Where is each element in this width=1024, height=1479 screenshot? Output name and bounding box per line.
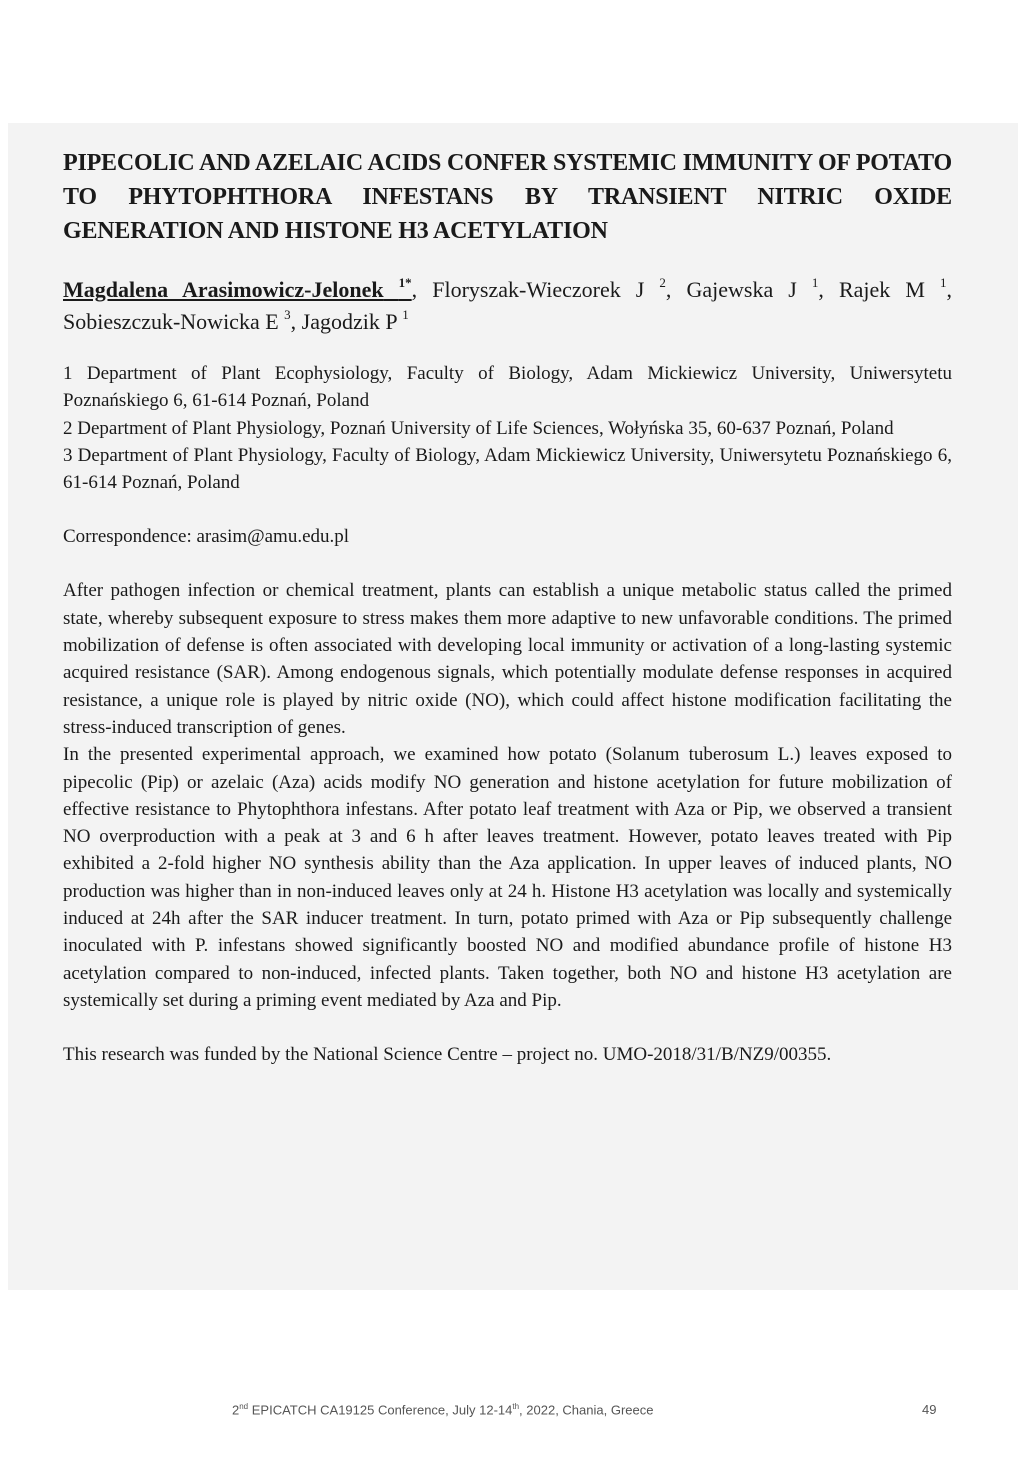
conference-info: 2nd EPICATCH CA19125 Conference, July 12-14th, 2022, Chania, Greece	[232, 1402, 654, 1418]
affiliation-2: 2 Department of Plant Physiology, Poznań University of Life Sciences, Wołyńska 35, 60-637 Poznań, Poland	[63, 417, 894, 439]
author-4-mark: 1	[940, 274, 947, 290]
correspondence: Correspondence: arasim@amu.edu.pl	[63, 526, 350, 548]
author-3: , Gajewska J	[665, 277, 812, 302]
abstract-title: PIPECOLIC AND AZELAIC ACIDS CONFER SYSTEMIC IMMUNITY OF POTATO TO PHYTOPHTHORA INFESTANS BY TRANSIENT NITRIC OXIDE GENERATION AND HISTONE H3 ACETYLATION	[63, 150, 952, 244]
affiliation-1: 1 Department of Plant Ecophysiology, Faculty of Biology, Adam Mickiewicz University, Uniwersytetu Poznańskiego 6, 61-614 Poznań, Poland	[63, 363, 952, 412]
author-4: , Rajek M	[818, 277, 940, 302]
presenting-author: Magdalena Arasimowicz-Jelonek $^{1*}$	[63, 274, 412, 302]
abstract-content	[63, 146, 952, 1069]
presenter-affiliation-mark: 1*	[398, 274, 412, 290]
author-6-mark: 1	[402, 306, 409, 322]
author-6: , Jagodzik P	[290, 309, 403, 334]
author-2: , Floryszak-Wieczorek J	[411, 277, 660, 302]
author-3-mark: 1	[811, 274, 819, 290]
abstract-paragraph-1: After pathogen infection or chemical treatment, plants can establish a unique metabolic status called the primed state, whereby subsequent exposure to stress makes them more adaptive to new unfavorable conditions. The primed mobilization of defense is often associated with developing local immunity or activation of a long-lasting systemic acquired resistance (SAR). Among endogenous signals, which potentially modulate defense responses in acquired resistance, a unique role is played by nitric oxide (NO), which could affect histone modification facilitating the stress-induced transcription of genes.	[63, 580, 952, 738]
abstract-body	[63, 577, 952, 1014]
author-5-mark: 3	[284, 306, 291, 322]
funding-statement: This research was funded by the National Science Centre – project no. UMO-2018/31/B/NZ9/00355.	[63, 1044, 832, 1066]
author-2-mark: 2	[659, 274, 666, 290]
page-number: 49	[922, 1402, 937, 1417]
author-list	[63, 274, 952, 338]
abstract-paragraph-2: In the presented experimental approach, we examined how potato (Solanum tuberosum L.) leaves exposed to pipecolic (Pip) or azelaic (Aza) acids modify NO generation and histone acetylation for future mobilization of effective resistance to Phytophthora infestans. After potato leaf treatment with Aza or Pip, we observed a transient NO overproduction with a peak at 3 and 6 h after leaves treatment. However, potato leaves treated with Pip exhibited a 2-fold higher NO synthesis ability than the Aza application. In upper leaves of induced plants, NO production was higher than in non-induced leaves only at 24 h. Histone H3 acetylation was locally and systemically induced at 24h after the SAR inducer treatment. In turn, potato primed with Aza or Pip subsequently challenge inoculated with P. infestans showed significantly boosted NO and modified abundance profile of histone H3 acetylation compared to non-induced, infected plants. Taken together, both NO and histone H3 acetylation are systemically set during a priming event mediated by Aza and Pip.	[63, 744, 952, 1011]
affiliation-list	[63, 360, 952, 496]
author-5: , Sobieszczuk-Nowicka E	[63, 277, 952, 334]
affiliation-3: 3 Department of Plant Physiology, Faculty of Biology, Adam Mickiewicz University, Uniwersytetu Poznańskiego 6, 61-614 Poznań, Poland	[63, 444, 952, 494]
